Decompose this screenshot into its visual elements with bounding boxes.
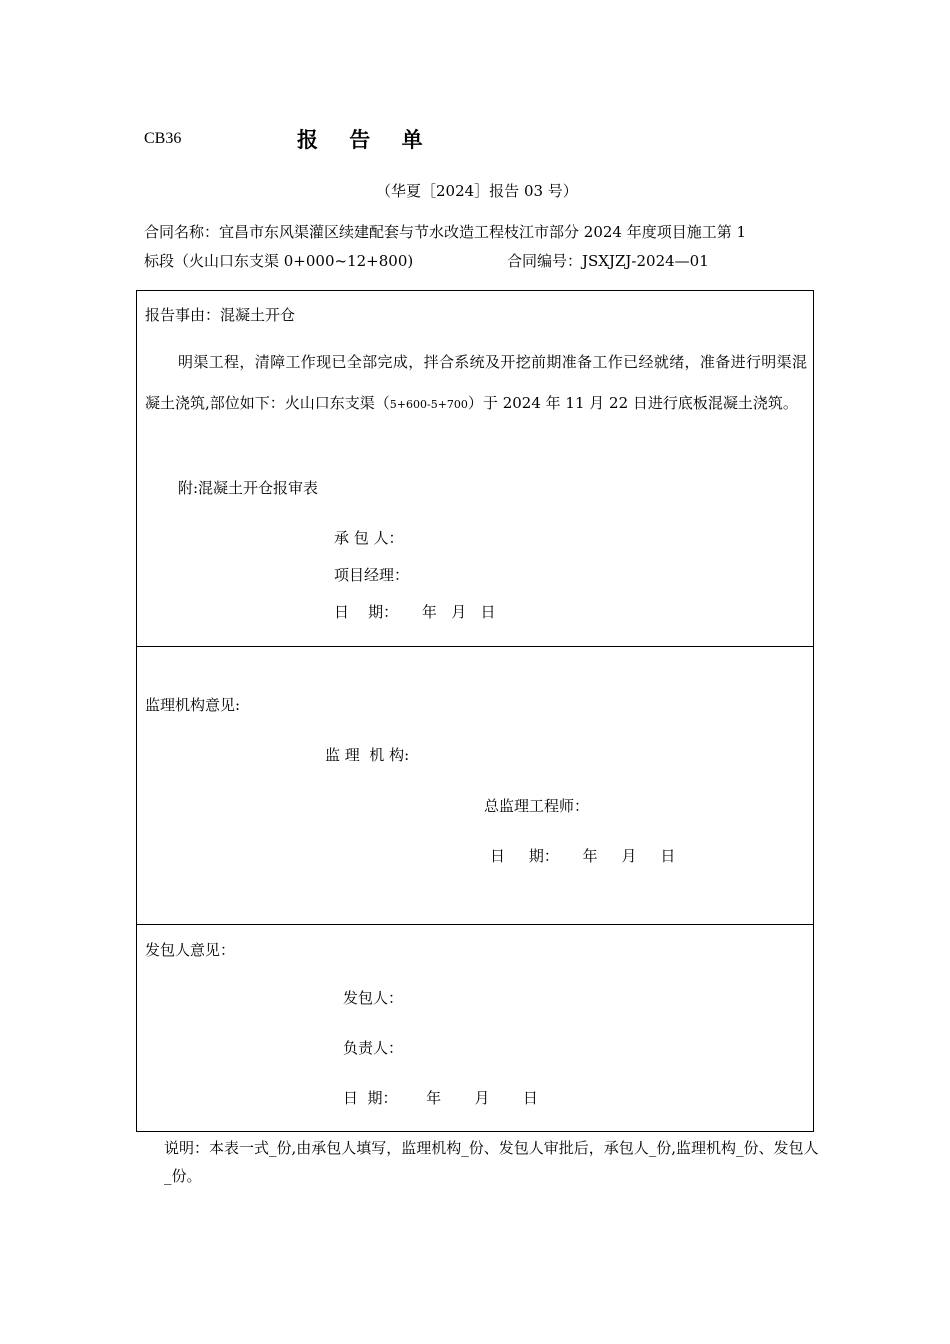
document-number: （华夏［2024］报告 03 号）	[376, 182, 578, 200]
contract-number: 合同编号：JSXJZJ-2024—01	[507, 252, 709, 270]
responsible-person-label: 负责人：	[343, 1039, 404, 1057]
supervision-opinion-label: 监理机构意见:	[145, 696, 241, 714]
section-divider	[136, 646, 814, 647]
employer-label: 发包人：	[343, 989, 404, 1007]
form-note: 说明：本表一式_份,由承包人填写，监理机构_份、发包人审批后，承包人_份,监理机构_份、发包人_份。	[164, 1139, 819, 1185]
report-body: 明渠工程，清障工作现已全部完成，拌合系统及开挖前期准备工作已经就绪，准备进行明渠混凝土浇筑,部位如下：火山口东支渠（5+600-5+700）于 2024 年 11 月 22 日进行底板混凝土浇筑。	[145, 353, 807, 412]
page-title: 报 告 单	[297, 128, 435, 152]
supervision-date-label: 日 期： 年 月 日	[490, 847, 676, 865]
employer-opinion-label: 发包人意见：	[145, 941, 236, 959]
supervision-org-label: 监 理 机 构:	[325, 746, 410, 764]
report-date-label: 日 期： 年 月 日	[334, 603, 496, 621]
employer-date-label: 日 期： 年 月 日	[343, 1089, 538, 1107]
project-manager-label: 项目经理：	[334, 566, 410, 584]
contractor-label: 承 包 人：	[334, 529, 404, 547]
contract-name-line1: 合同名称：宜昌市东风渠灌区续建配套与节水改造工程枝江市部分 2024 年度项目施工第 1	[144, 223, 747, 241]
report-reason: 报告事由：混凝土开仓	[145, 306, 296, 324]
chief-engineer-label: 总监理工程师：	[484, 797, 590, 815]
attachment-note: 附:混凝土开仓报审表	[178, 479, 319, 497]
section-divider	[136, 924, 814, 925]
station-range: 5+600-5+700	[389, 398, 468, 411]
form-code: CB36	[144, 130, 182, 147]
contract-name-line2: 标段（火山口东支渠 0+000~12+800)	[144, 252, 414, 270]
